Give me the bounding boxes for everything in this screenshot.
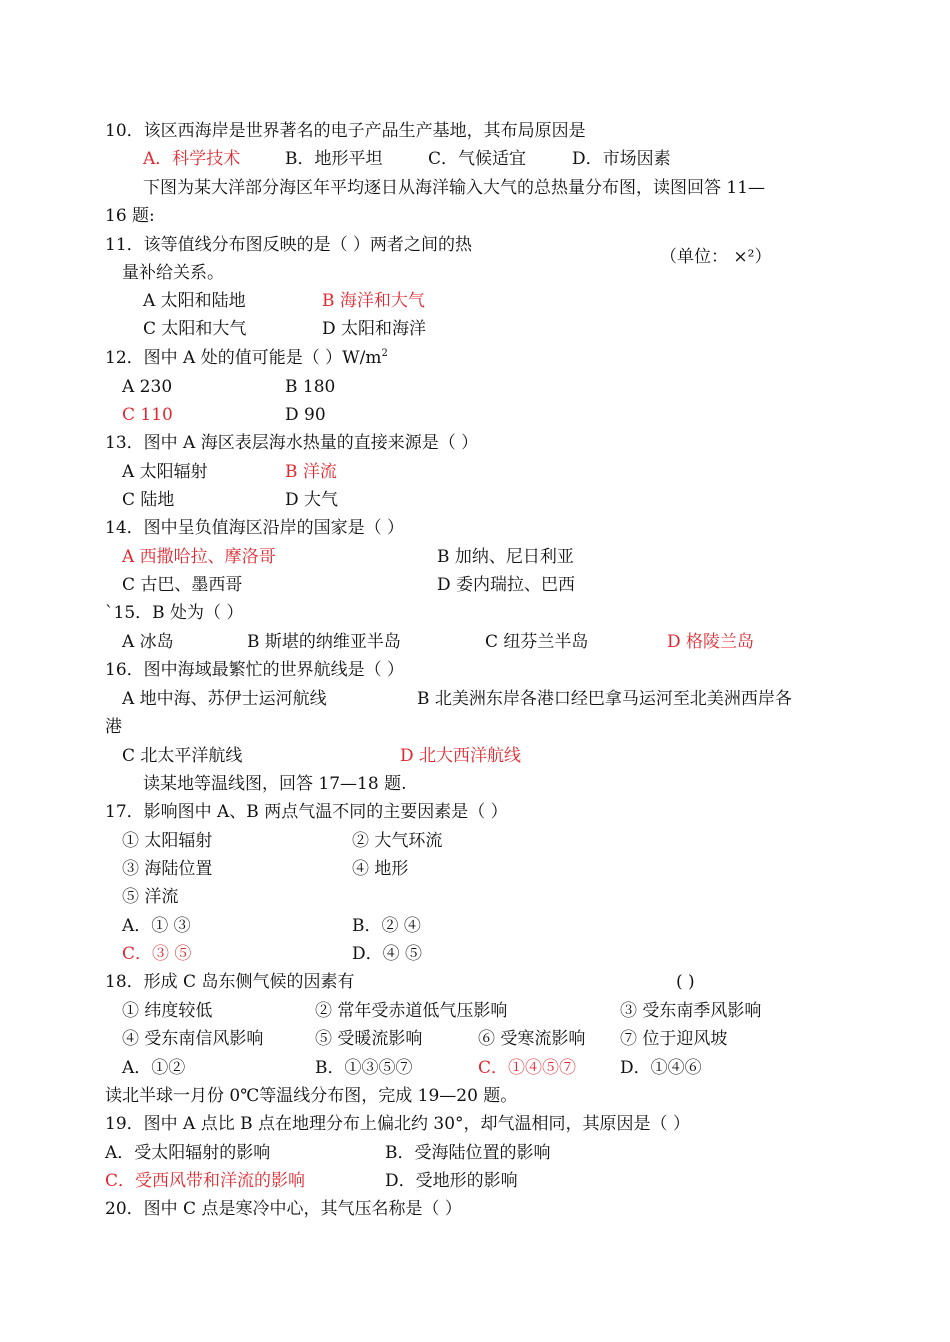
q18-factor-6: ⑥ 受寒流影响 — [478, 1029, 586, 1049]
q13-option-c: C 陆地 — [122, 490, 175, 510]
q17-option-b: B．② ④ — [352, 916, 421, 936]
q17-factor-3: ③ 海陆位置 — [122, 859, 213, 879]
q14-option-a: A 西撒哈拉、摩洛哥 — [122, 547, 276, 567]
q18-option-d: D．①④⑥ — [620, 1058, 702, 1078]
q18-option-a: A．①② — [122, 1058, 186, 1078]
q10-stem: 10．该区西海岸是世界著名的电子产品生产基地，其布局原因是 — [105, 121, 586, 141]
q17-option-c: C．③ ⑤ — [122, 944, 192, 964]
q12-option-b: B 180 — [285, 377, 336, 397]
q15-option-a: A 冰岛 — [122, 632, 174, 652]
q17-factor-2: ② 大气环流 — [352, 831, 443, 851]
q19-option-c: C．受西风带和洋流的影响 — [105, 1171, 306, 1191]
q18-option-b: B．①③⑤⑦ — [315, 1058, 413, 1078]
q10-option-a: A．科学技术 — [143, 149, 241, 169]
q19-option-b: B．受海陆位置的影响 — [385, 1143, 551, 1163]
q16-option-b-continued: 港 — [105, 717, 122, 737]
q19-option-a: A．受太阳辐射的影响 — [105, 1143, 271, 1163]
q17-factor-5: ⑤ 洋流 — [122, 887, 179, 907]
q10-option-d: D．市场因素 — [572, 149, 671, 169]
intro-11-line1: 下图为某大洋部分海区年平均逐日从海洋输入大气的总热量分布图，读图回答 11— — [143, 178, 766, 198]
intro-17: 读某地等温线图，回答 17—18 题. — [143, 774, 407, 794]
q12-option-d: D 90 — [285, 405, 326, 425]
q18-stem: 18．形成 C 岛东侧气候的因素有 — [105, 972, 355, 992]
q18-answer-paren: ( ) — [676, 972, 695, 992]
q18-factor-3: ③ 受东南季风影响 — [620, 1001, 762, 1021]
q18-factor-5: ⑤ 受暖流影响 — [315, 1029, 423, 1049]
q16-option-a: A 地中海、苏伊士运河航线 — [122, 689, 327, 709]
q12-stem: 12．图中 A 处的值可能是（ ）$W/m^2$ — [105, 348, 388, 368]
q15-option-d: D 格陵兰岛 — [667, 632, 755, 652]
intro-19: 读北半球一月份 0℃等温线分布图，完成 19—20 题。 — [105, 1086, 518, 1106]
q11-stem-line2: 量补给关系。 — [122, 263, 224, 283]
q18-factor-2: ② 常年受赤道低气压影响 — [315, 1001, 508, 1021]
q19-option-d: D．受地形的影响 — [385, 1171, 518, 1191]
q15-option-c: C 纽芬兰半岛 — [485, 632, 589, 652]
q14-option-c: C 古巴、墨西哥 — [122, 575, 243, 595]
q16-option-b: B 北美洲东岸各港口经巴拿马运河至北美洲西岸各 — [417, 689, 792, 709]
q15-option-b: B 斯堪的纳维亚半岛 — [247, 632, 401, 652]
q11-option-b: B 海洋和大气 — [322, 291, 425, 311]
q16-stem: 16．图中海域最繁忙的世界航线是（ ） — [105, 660, 405, 680]
q11-option-c: C 太阳和大气 — [143, 319, 247, 339]
q16-option-c: C 北太平洋航线 — [122, 746, 243, 766]
q14-option-b: B 加纳、尼日利亚 — [437, 547, 574, 567]
q17-option-a: A．① ③ — [122, 916, 191, 936]
q13-option-a: A 太阳辐射 — [122, 462, 208, 482]
q18-factor-1: ① 纬度较低 — [122, 1001, 213, 1021]
q11-stem-line1: 11．该等值线分布图反映的是（ ）两者之间的热 — [105, 235, 473, 255]
q19-stem: 19．图中 A 点比 B 点在地理分布上偏北约 30°，却气温相同，其原因是（ ） — [105, 1114, 690, 1134]
q13-stem: 13．图中 A 海区表层海水热量的直接来源是（ ） — [105, 433, 479, 453]
q10-option-b: B．地形平坦 — [285, 149, 383, 169]
q12-unit-superscript: 2 — [381, 348, 388, 359]
q17-stem: 17．影响图中 A、B 两点气温不同的主要因素是（ ） — [105, 802, 508, 822]
q18-factor-4: ④ 受东南信风影响 — [122, 1029, 264, 1049]
q11-option-d: D 太阳和海洋 — [322, 319, 427, 339]
q18-factor-7: ⑦ 位于迎风坡 — [620, 1029, 728, 1049]
q14-option-d: D 委内瑞拉、巴西 — [437, 575, 576, 595]
intro-11-line2: 16 题: — [105, 206, 155, 226]
q17-option-d: D．④ ⑤ — [352, 944, 423, 964]
q13-option-b: B 洋流 — [285, 462, 337, 482]
q17-factor-4: ④ 地形 — [352, 859, 409, 879]
q11-unit: （单位： ×²） — [660, 247, 772, 267]
q15-stem: `15．B 处为（ ） — [105, 603, 244, 623]
q12-option-a: A 230 — [122, 377, 173, 397]
q12-option-c: C 110 — [122, 405, 173, 425]
q10-option-c: C．气候适宜 — [428, 149, 527, 169]
q17-factor-1: ① 太阳辐射 — [122, 831, 213, 851]
q18-option-c: C．①④⑤⑦ — [478, 1058, 577, 1078]
q13-option-d: D 大气 — [285, 490, 339, 510]
q16-option-d: D 北大西洋航线 — [400, 746, 522, 766]
q20-stem: 20．图中 C 点是寒冷中心，其气压名称是（ ） — [105, 1199, 462, 1219]
q11-option-a: A 太阳和陆地 — [143, 291, 246, 311]
q14-stem: 14．图中呈负值海区沿岸的国家是（ ） — [105, 518, 405, 538]
